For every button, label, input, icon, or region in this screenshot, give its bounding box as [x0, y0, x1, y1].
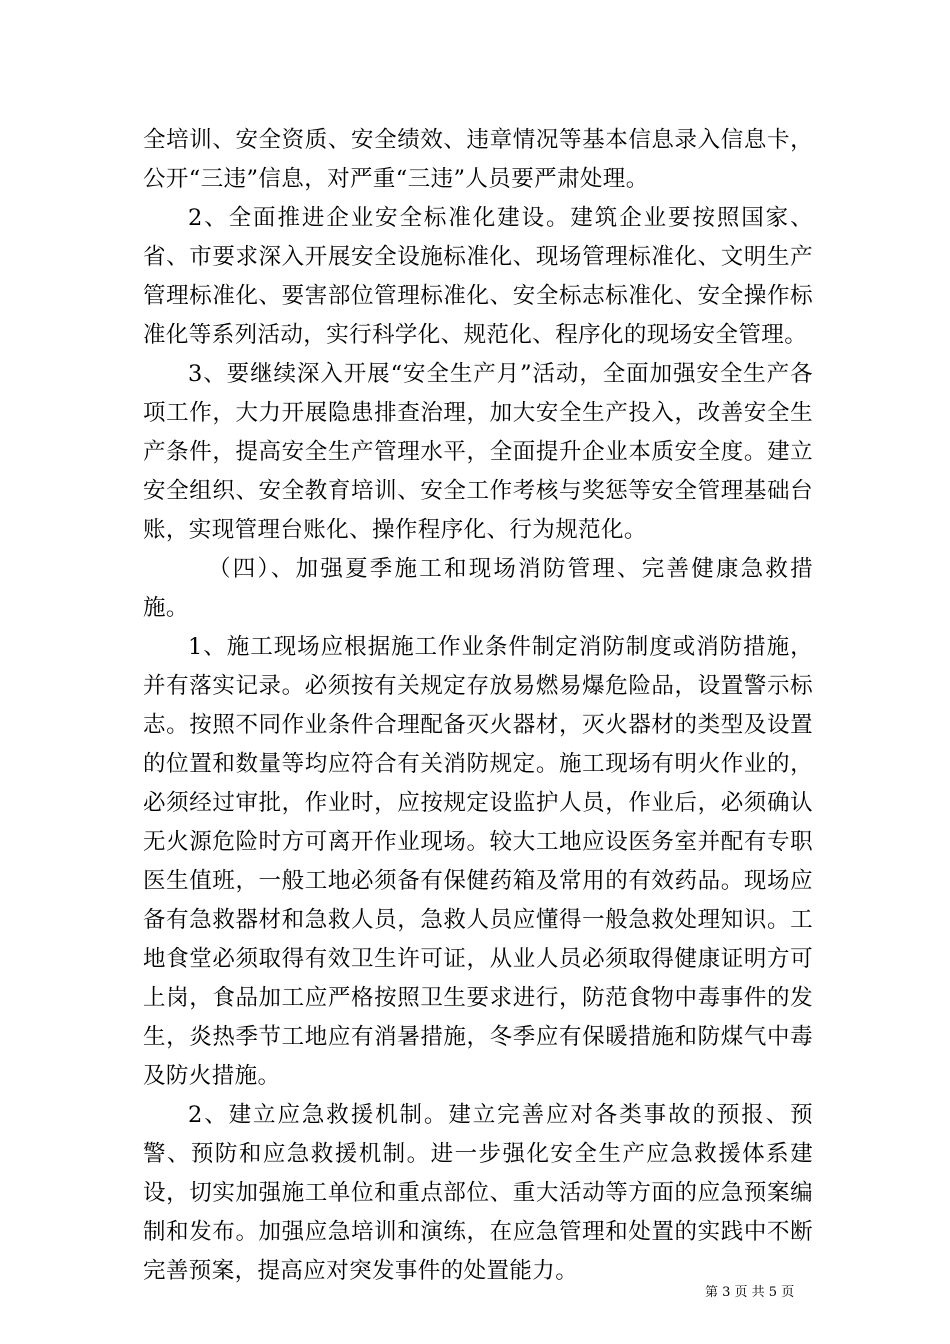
paragraph-item-2: 2、全面推进企业安全标准化建设。建筑企业要按照国家、省、市要求深入开展安全设施标准化、现场管理标准化、文明生产管理标准化、要害部位管理标准化、安全标志标准化、安全操作标准化等系列活动，实行科学化、规范化、程序化的现场安全管理。: [143, 205, 813, 348]
document-body: [143, 121, 813, 1291]
section-heading-4: （四）、加强夏季施工和现场消防管理、完善健康急救措施。: [143, 556, 813, 621]
paragraph-item-3: 3、要继续深入开展“安全生产月”活动，全面加强安全生产各项工作，大力开展隐患排查治理，加大安全生产投入，改善安全生产条件，提高安全生产管理水平，全面提升企业本质安全度。建立安全组织、安全教育培训、安全工作考核与奖惩等安全管理基础台账，实现管理台账化、操作程序化、行为规范化。: [143, 361, 813, 543]
paragraph-fire-safety: 1、施工现场应根据施工作业条件制定消防制度或消防措施，并有落实记录。必须按有关规定存放易燃易爆危险品，设置警示标志。按照不同作业条件合理配备灭火器材，灭火器材的类型及设置的位置和数量等均应符合有关消防规定。施工现场有明火作业的，必须经过审批，作业时，应按规定设监护人员，作业后，必须确认无火源危险时方可离开作业现场。较大工地应设医务室并配有专职医生值班，一般工地必须备有保健药箱及常用的有效药品。现场应备有急救器材和急救人员，急救人员应懂得一般急救处理知识。工地食堂必须取得有效卫生许可证，从业人员必须取得健康证明方可上岗，食品加工应严格按照卫生要求进行，防范食物中毒事件的发生，炎热季节工地应有消暑措施，冬季应有保暖措施和防煤气中毒及防火措施。: [143, 634, 813, 1089]
paragraph-continued: 全培训、安全资质、安全绩效、违章情况等基本信息录入信息卡，公开“三违”信息，对严重“三违”人员要严肃处理。: [143, 127, 813, 192]
page-number-footer: 第 3 页 共 5 页: [705, 1285, 795, 1300]
paragraph-emergency-rescue: 2、建立应急救援机制。建立完善应对各类事故的预报、预警、预防和应急救援机制。进一步强化安全生产应急救援体系建设，切实加强施工单位和重点部位、重大活动等方面的应急预案编制和发布。加强应急培训和演练，在应急管理和处置的实践中不断完善预案，提高应对突发事件的处置能力。: [143, 1102, 813, 1284]
